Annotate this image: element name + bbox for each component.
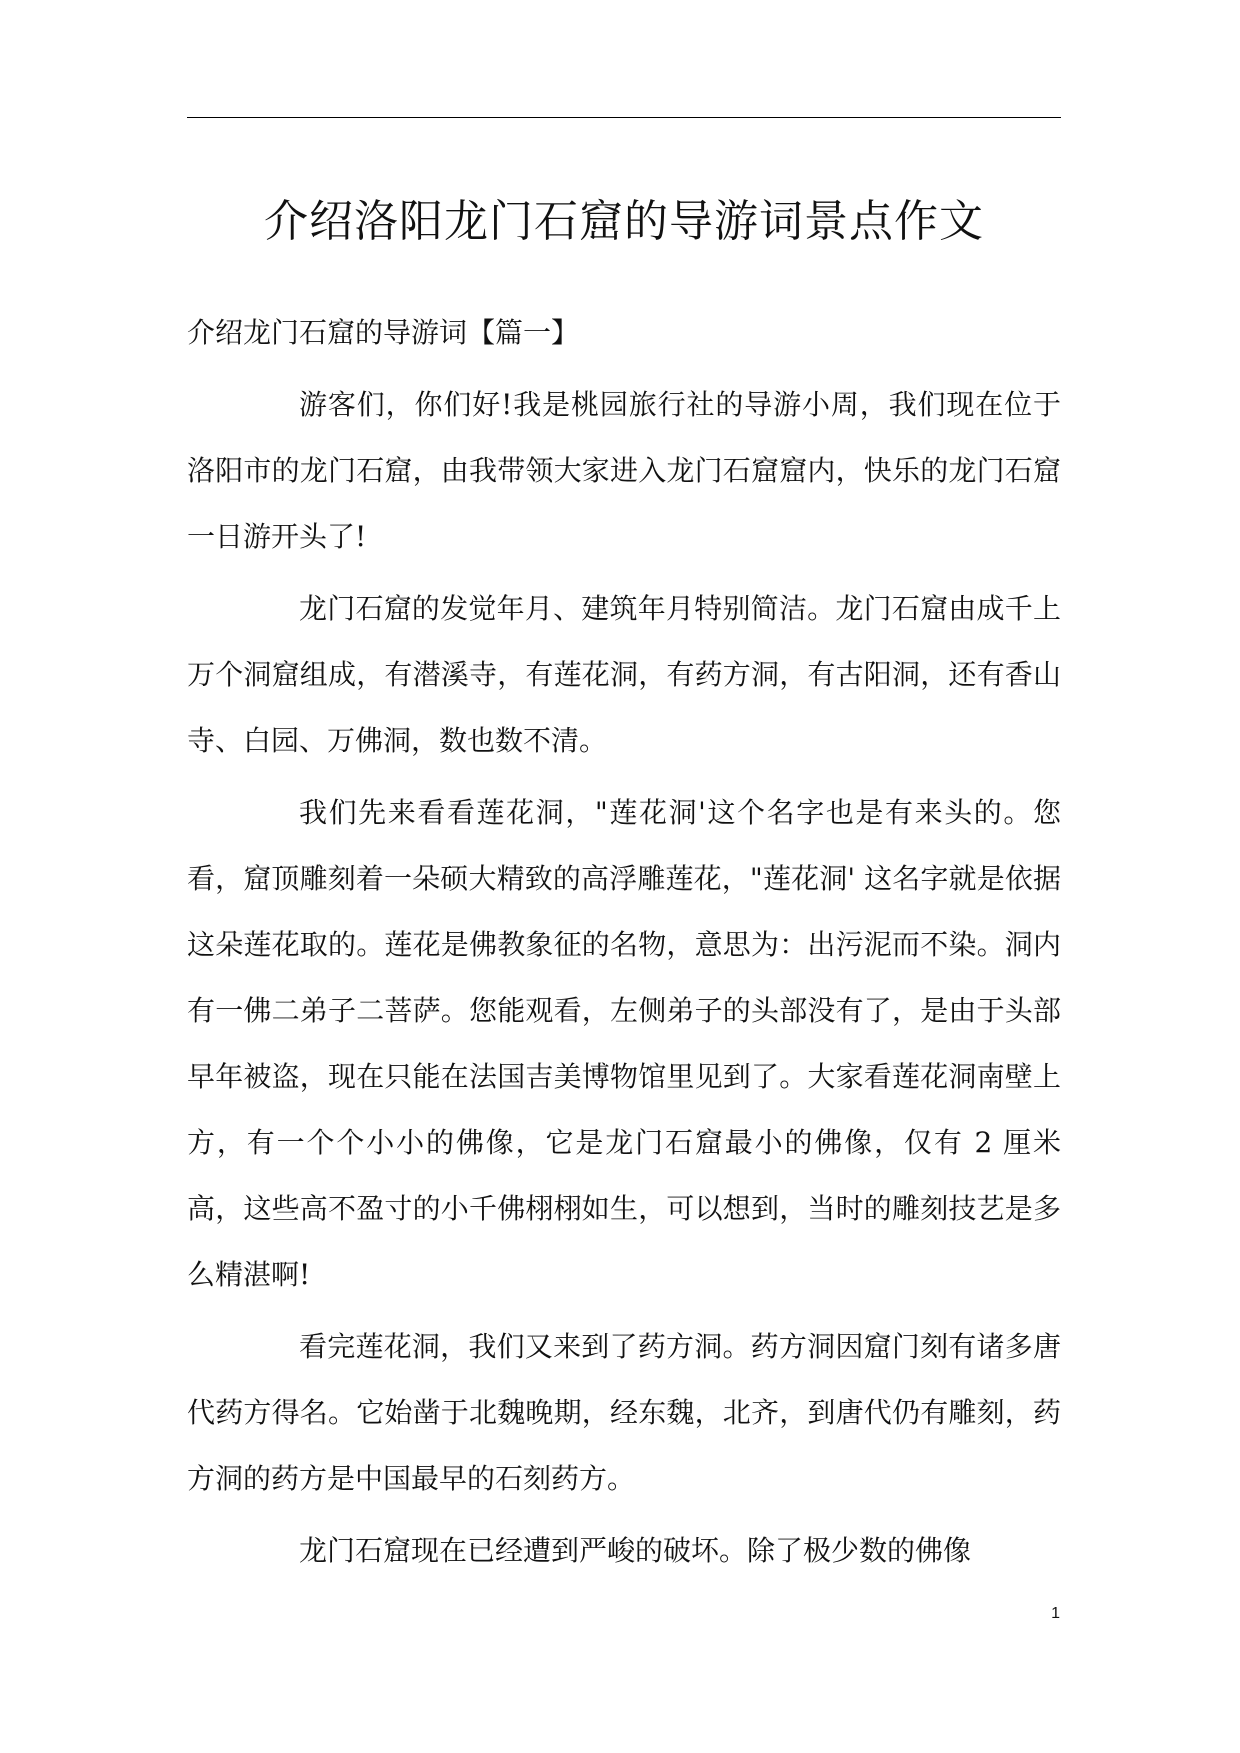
paragraph-5: 龙门石窟现在已经遭到严峻的破坏。除了极少数的佛像 bbox=[299, 1534, 972, 1567]
paragraph-3: 我们先来看看莲花洞，"莲花洞'这个名字也是有来头的。您看，窟顶雕刻着一朵硕大精致的高浮雕莲花，"莲花洞' 这名字就是依据这朵莲花取的。莲花是佛教象征的名物，意思为：出污泥而不染。洞内有一佛二弟子二菩萨。您能观看，左侧弟子的头部没有了，是由于头部早年被盗，现在只能在法国吉美博物馆里见到了。大家看莲花洞南壁上方，有一个个小小的佛像，它是龙门石窟最小的佛像，仅有 2 厘米高，这些高不盈寸的小千佛栩栩如生，可以想到，当时的雕刻技艺是多么精湛啊! bbox=[187, 796, 1061, 1291]
paragraph-2: 龙门石窟的发觉年月、建筑年月特别简洁。龙门石窟由成千上万个洞窟组成，有潜溪寺，有莲花洞，有药方洞，有古阳洞，还有香山寺、白园、万佛洞，数也数不清。 bbox=[187, 592, 1061, 757]
paragraph-1: 游客们，你们好!我是桃园旅行社的导游小周，我们现在位于洛阳市的龙门石窟，由我带领大家进入龙门石窟窟内，快乐的龙门石窟一日游开头了! bbox=[187, 388, 1061, 553]
section-heading: 介绍龙门石窟的导游词【篇一】 bbox=[187, 316, 580, 349]
document-title: 介绍洛阳龙门石窟的导游词景点作文 bbox=[264, 196, 984, 247]
page-number: 1 bbox=[1051, 1605, 1060, 1622]
paragraph-4: 看完莲花洞，我们又来到了药方洞。药方洞因窟门刻有诸多唐代药方得名。它始凿于北魏晚期，经东魏，北齐，到唐代仍有雕刻，药方洞的药方是中国最早的石刻药方。 bbox=[187, 1330, 1061, 1495]
header-rule bbox=[187, 117, 1061, 118]
document-body bbox=[187, 300, 1061, 1590]
